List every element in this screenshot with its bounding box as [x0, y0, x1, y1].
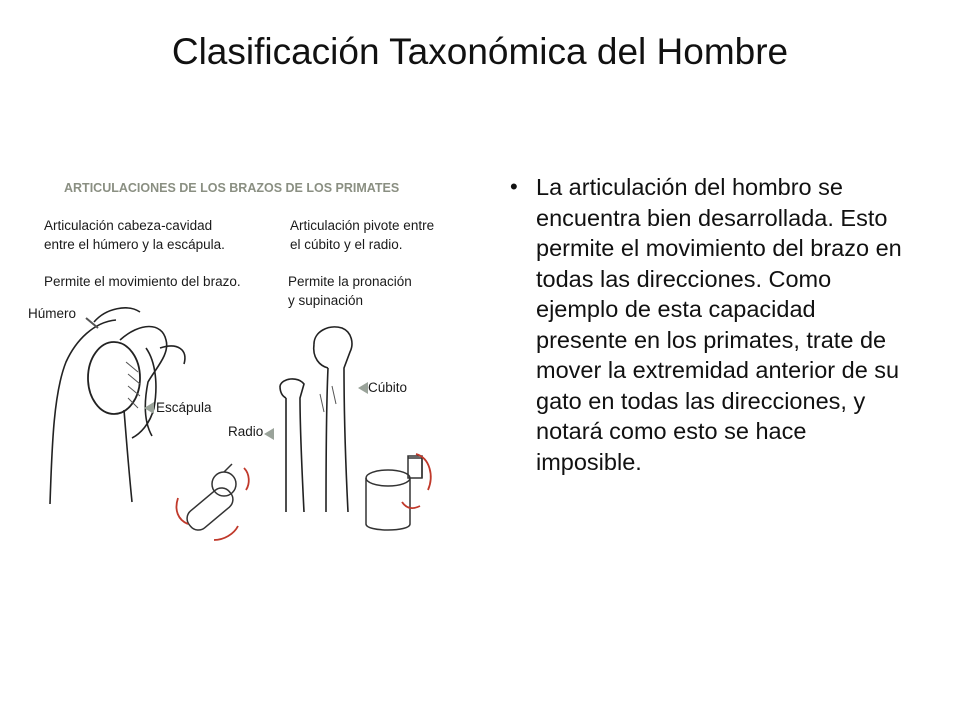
radio-arrow-icon [264, 428, 274, 440]
right-text-line3: Permite la pronación [288, 274, 412, 289]
label-radio: Radio [228, 424, 264, 439]
right-text-line1: Articulación pivote entre [290, 218, 435, 233]
figure-heading: ARTICULACIONES DE LOS BRAZOS DE LOS PRIMATES [64, 181, 400, 195]
slide-title: Clasificación Taxonómica del Hombre [171, 31, 789, 72]
label-humero: Húmero [28, 306, 77, 321]
ball-socket-schematic [183, 464, 237, 534]
right-text-line2: el cúbito y el radio. [290, 237, 403, 252]
right-text-line4: y supinación [288, 293, 364, 308]
left-text-line2: entre el húmero y la escápula. [44, 237, 225, 252]
bullet-text: La articulación del hombro se encuentra bien desarrollada. Esto permite el movimiento del brazo en todas las direcciones. Como ejemplo de esta capacidad presente en los primates, trate de mover la extremidad anterior de su gato en todas las direcciones, y notará como esto se hace imposible. [536, 174, 902, 475]
left-text-line3: Permite el movimiento del brazo. [44, 274, 241, 289]
joint-illustration [28, 172, 448, 564]
bullet-list [510, 172, 910, 477]
label-escapula: Escápula [156, 400, 212, 415]
cubito-arrow-icon [358, 382, 368, 394]
pivot-schematic [366, 456, 422, 530]
label-cubito: Cúbito [368, 380, 408, 395]
bullet-item [510, 172, 910, 477]
elbow-joint-drawing [280, 327, 352, 512]
left-text-line1: Articulación cabeza-cavidad [44, 218, 213, 233]
bullet-icon: • [510, 174, 518, 199]
pronation-arrows-icon [402, 454, 431, 508]
anatomy-figure [28, 172, 448, 564]
